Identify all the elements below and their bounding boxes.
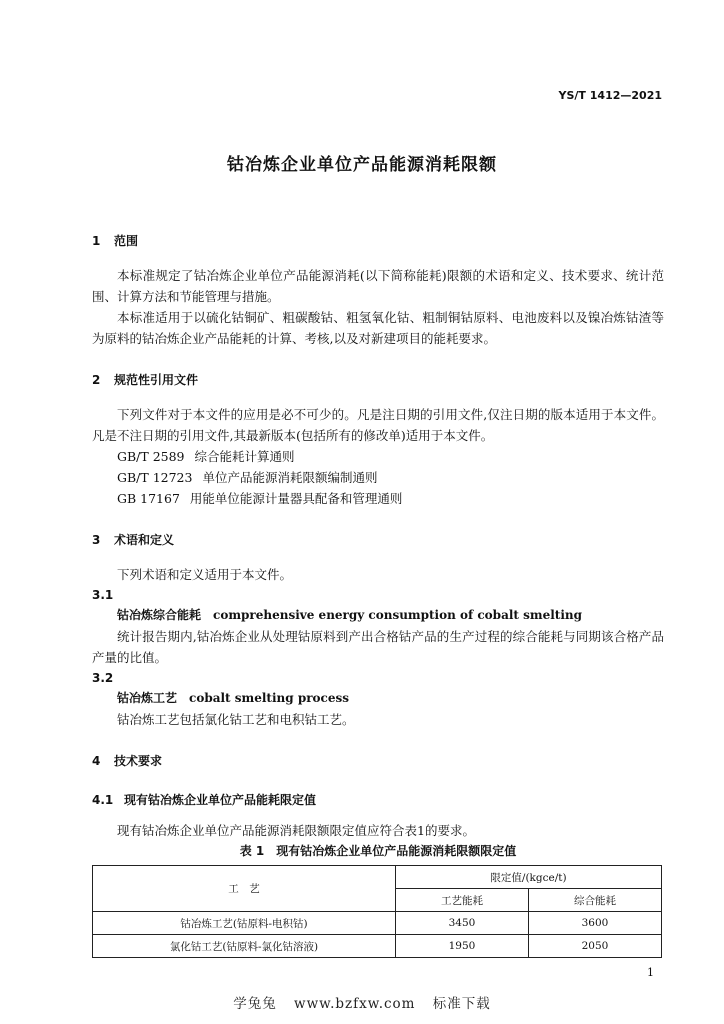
term-english: cobalt smelting process bbox=[189, 691, 349, 705]
table-cell-process: 氯化钴工艺(钴原料-氯化钴溶液) bbox=[93, 935, 396, 958]
table-row bbox=[93, 912, 662, 935]
table-cell-value: 3450 bbox=[396, 912, 529, 935]
section-number: 3 bbox=[92, 533, 101, 547]
section-number: 2 bbox=[92, 373, 101, 387]
section-title: 技术要求 bbox=[114, 754, 163, 768]
table-header-comprehensive-energy: 综合能耗 bbox=[529, 889, 662, 912]
term-entry bbox=[92, 688, 664, 709]
term-english: comprehensive energy consumption of cobalt smelting bbox=[213, 608, 582, 622]
energy-limit-table bbox=[92, 865, 662, 958]
reference-name: 综合能耗计算通则 bbox=[194, 449, 295, 464]
subsection-heading bbox=[92, 791, 664, 808]
section-number: 4 bbox=[92, 754, 101, 768]
section-heading-technical-requirements bbox=[92, 752, 664, 769]
table-number: 表 1 bbox=[239, 844, 265, 858]
term-definition: 统计报告期内,钴冶炼企业从处理钴原料到产出合格钴产品的生产过程的综合能耗与同期该合格产品产量的比值。 bbox=[92, 629, 664, 665]
section-number: 1 bbox=[92, 234, 101, 248]
term-chinese: 钴冶炼工艺 bbox=[117, 691, 178, 705]
term-number: 3.1 bbox=[92, 588, 114, 602]
table-cell-value: 1950 bbox=[396, 935, 529, 958]
paragraph: 下列文件对于本文件的应用是必不可少的。凡是注日期的引用文件,仅注日期的版本适用于本文件。凡是不注日期的引用文件,其最新版本(包括所有的修改单)适用于本文件。 bbox=[92, 407, 664, 443]
footer-watermark bbox=[0, 992, 724, 1012]
term-number: 3.2 bbox=[92, 671, 114, 685]
page-number: 1 bbox=[647, 966, 654, 979]
reference-item bbox=[92, 467, 664, 488]
reference-item bbox=[92, 446, 664, 467]
footer-site-name: 学兔兔 bbox=[233, 996, 277, 1012]
table-header-row bbox=[93, 866, 662, 889]
reference-name: 单位产品能源消耗限额编制通则 bbox=[202, 470, 378, 485]
term-chinese: 钴冶炼综合能耗 bbox=[117, 608, 202, 622]
reference-item bbox=[92, 488, 664, 509]
table-cell-value: 2050 bbox=[529, 935, 662, 958]
table-cell-value: 3600 bbox=[529, 912, 662, 935]
table-cell-process: 钴冶炼工艺(钴原料-电积钴) bbox=[93, 912, 396, 935]
reference-code: GB/T 12723 bbox=[117, 470, 193, 485]
subsection-title: 现有钴冶炼企业单位产品能耗限定值 bbox=[124, 793, 317, 807]
table-caption bbox=[92, 841, 664, 861]
paragraph: 下列术语和定义适用于本文件。 bbox=[117, 567, 293, 582]
section-heading-terms bbox=[92, 531, 664, 548]
subsection-number: 4.1 bbox=[92, 793, 114, 807]
table-title: 现有钴冶炼企业单位产品能源消耗限额限定值 bbox=[276, 844, 517, 858]
paragraph: 本标准适用于以硫化钴铜矿、粗碳酸钴、粗氢氧化钴、粗制铜钴原料、电池废料以及镍冶炼钴渣等为原料的钴冶炼企业产品能耗的计算、考核,以及对新建项目的能耗要求。 bbox=[92, 310, 664, 346]
section-heading-scope bbox=[92, 232, 664, 249]
document-title: 钴冶炼企业单位产品能源消耗限额 bbox=[227, 155, 497, 175]
table-header-process: 工 艺 bbox=[93, 866, 396, 912]
reference-name: 用能单位能源计量器具配备和管理通则 bbox=[189, 491, 403, 506]
document-body bbox=[92, 232, 664, 958]
reference-code: GB 17167 bbox=[117, 491, 180, 506]
table-row bbox=[93, 935, 662, 958]
term-definition: 钴冶炼工艺包括氯化钴工艺和电积钴工艺。 bbox=[117, 712, 355, 727]
footer-slogan: 标准下载 bbox=[432, 996, 491, 1012]
table-header-limit: 限定值/(kgce/t) bbox=[396, 866, 662, 889]
paragraph: 现有钴冶炼企业单位产品能源消耗限额限定值应符合表1的要求。 bbox=[117, 823, 475, 838]
term-entry bbox=[92, 605, 664, 626]
standard-number: YS/T 1412—2021 bbox=[558, 89, 662, 102]
table-header-process-energy: 工艺能耗 bbox=[396, 889, 529, 912]
section-title: 范围 bbox=[114, 234, 139, 248]
footer-url: www.bzfxw.com bbox=[294, 996, 416, 1012]
section-heading-references bbox=[92, 371, 664, 388]
section-title: 术语和定义 bbox=[114, 533, 175, 547]
section-title: 规范性引用文件 bbox=[114, 373, 199, 387]
reference-code: GB/T 2589 bbox=[117, 449, 185, 464]
paragraph: 本标准规定了钴冶炼企业单位产品能源消耗(以下简称能耗)限额的术语和定义、技术要求、统计范围、计算方法和节能管理与措施。 bbox=[92, 268, 664, 304]
